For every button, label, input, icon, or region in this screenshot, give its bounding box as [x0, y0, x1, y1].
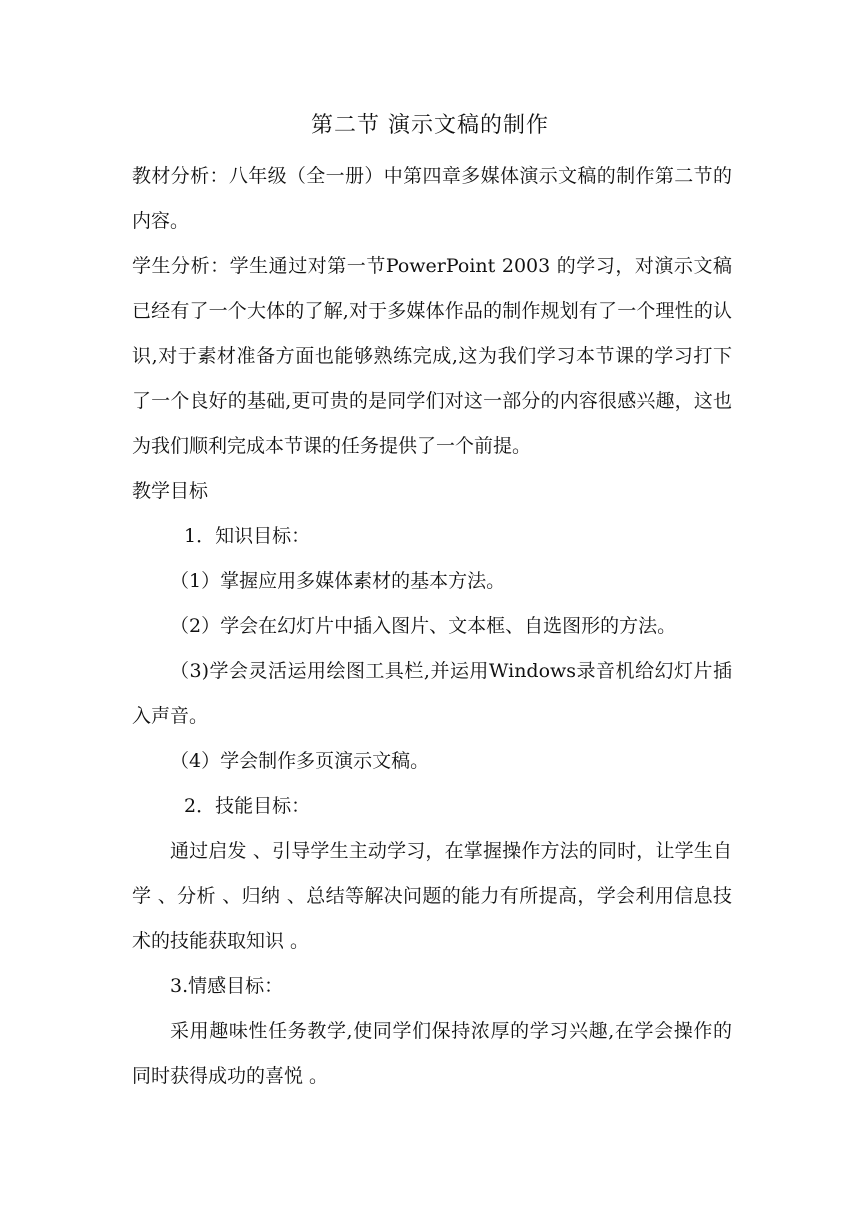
skill-goal-heading: 2．技能目标： [184, 795, 311, 817]
knowledge-item-4: （4）学会制作多页演示文稿。 [170, 750, 430, 772]
knowledge-item-1: （1）掌握应用多媒体素材的基本方法。 [170, 570, 506, 592]
knowledge-item-3: （3)学会灵活运用绘图工具栏,并运用Windows录音机给幻灯片插入声音。 [132, 660, 732, 727]
material-analysis-paragraph: 教材分析：八年级（全一册）中第四章多媒体演示文稿的制作第二节的内容。 [132, 165, 732, 232]
document-body [132, 154, 732, 1099]
document-title: 第二节 演示文稿的制作 [311, 113, 549, 138]
skill-goal-text: 通过启发 、引导学生主动学习，在掌握操作方法的同时，让学生自学 、分析 、归纳 、总结等解决问题的能力有所提高，学会利用信息技术的技能获取知识 。 [132, 840, 732, 952]
teaching-goals-heading: 教学目标 [132, 480, 209, 502]
emotion-goal-text: 采用趣味性任务教学,使同学们保持浓厚的学习兴趣,在学会操作的同时获得成功的喜悦 。 [132, 1020, 732, 1087]
emotion-goal-heading: 3.情感目标： [170, 975, 284, 997]
knowledge-goal-heading: 1．知识目标： [184, 525, 311, 547]
student-analysis-paragraph: 学生分析：学生通过对第一节PowerPoint 2003 的学习，对演示文稿已经有了一个大体的了解,对于多媒体作品的制作规划有了一个理性的认识,对于素材准备方面也能够熟练完成,这为我们学习本节课的学习打下了一个良好的基础,更可贵的是同学们对这一部分的内容很感兴趣，这也为我们顺利完成本节课的任务提供了一个前提。 [132, 255, 732, 457]
knowledge-item-2: （2）学会在幻灯片中插入图片、文本框、自选图形的方法。 [170, 615, 677, 637]
